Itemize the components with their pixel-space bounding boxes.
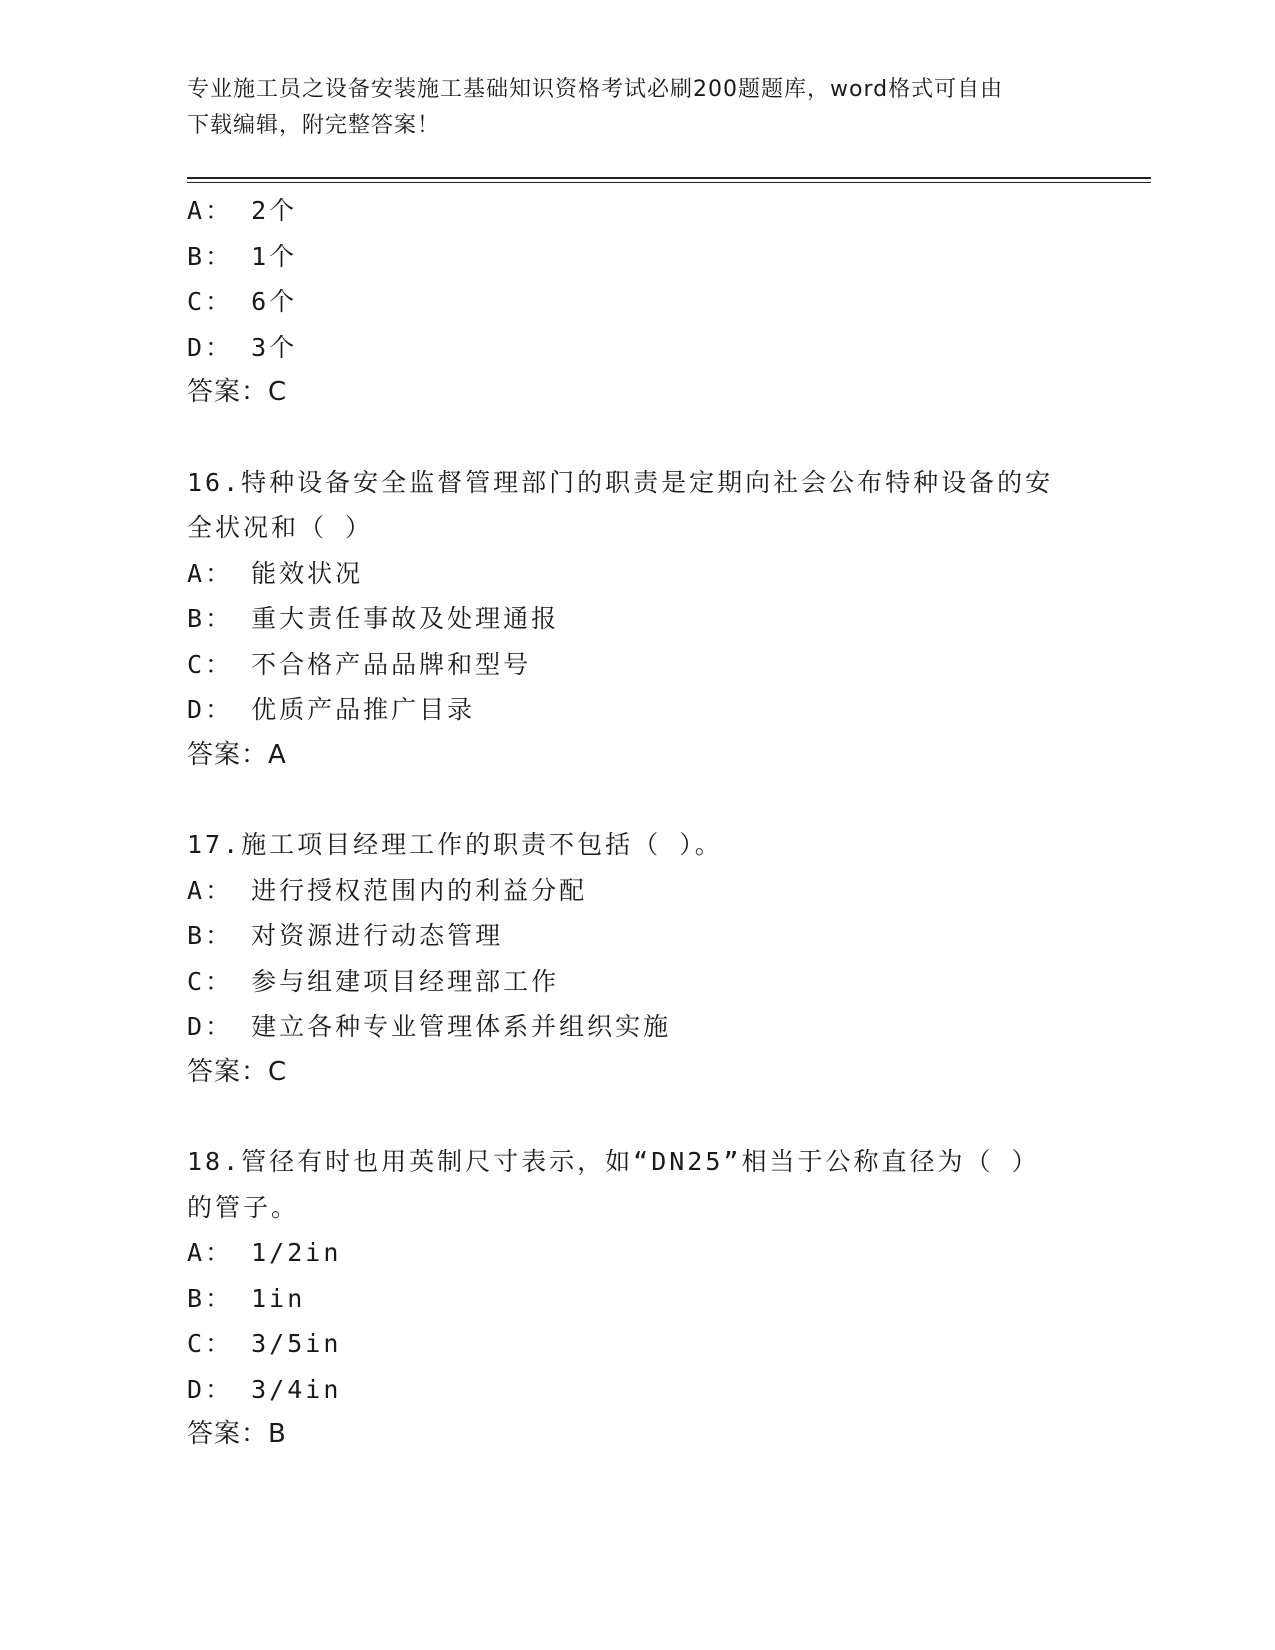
header-rule-thick	[187, 177, 1151, 179]
header-rule-thin	[187, 182, 1151, 183]
option-d: D： 3/4in	[187, 1374, 342, 1404]
option-c: C： 6个	[187, 287, 298, 316]
answer-line: 答案：A	[187, 739, 287, 770]
option-a: A： 能效状况	[187, 558, 364, 588]
option-b: B： 重大责任事故及处理通报	[187, 604, 560, 633]
option-d: D： 建立各种专业管理体系并组织实施	[187, 1012, 672, 1041]
question-stem-line-2: 的管子。	[187, 1192, 300, 1222]
option-d: D： 优质产品推广目录	[187, 695, 476, 724]
question-17	[187, 822, 1087, 1095]
question-16	[187, 460, 1087, 779]
question-stem-line-1: 18.管径有时也用英制尺寸表示，如“DN25”相当于公称直径为（ ）	[187, 1147, 1040, 1176]
question-stem-line-1: 17.施工项目经理工作的职责不包括（ ）。	[187, 830, 723, 859]
option-c: C： 参与组建项目经理部工作	[187, 966, 560, 996]
answer-line: 答案：C	[187, 1056, 288, 1087]
option-d: D： 3个	[187, 332, 298, 362]
question-stem-line-1: 16.特种设备安全监督管理部门的职责是定期向社会公布特种设备的安	[187, 467, 1054, 497]
option-c: C： 3/5in	[187, 1329, 342, 1358]
option-a: A： 进行授权范围内的利益分配	[187, 875, 588, 905]
answer-line: 答案：C	[187, 377, 288, 407]
option-b: B： 对资源进行动态管理	[187, 921, 504, 950]
option-c: C： 不合格产品品牌和型号	[187, 649, 532, 679]
question-list	[187, 188, 1087, 1458]
question-18	[187, 1139, 1087, 1458]
option-a: A： 2个	[187, 196, 298, 225]
header-title-line-2: 下载编辑，附完整答案！	[187, 113, 441, 138]
answer-line: 答案：B	[187, 1419, 287, 1449]
option-b: B： 1in	[187, 1283, 306, 1313]
option-a: A： 1/2in	[187, 1238, 342, 1267]
question-partial	[187, 188, 1087, 416]
question-stem-line-2: 全状况和（ ）	[187, 513, 374, 542]
option-b: B： 1个	[187, 241, 298, 271]
document-header	[187, 72, 1087, 144]
header-title-line-1: 专业施工员之设备安装施工基础知识资格考试必刷200题题库，word格式可自由	[187, 77, 1004, 102]
